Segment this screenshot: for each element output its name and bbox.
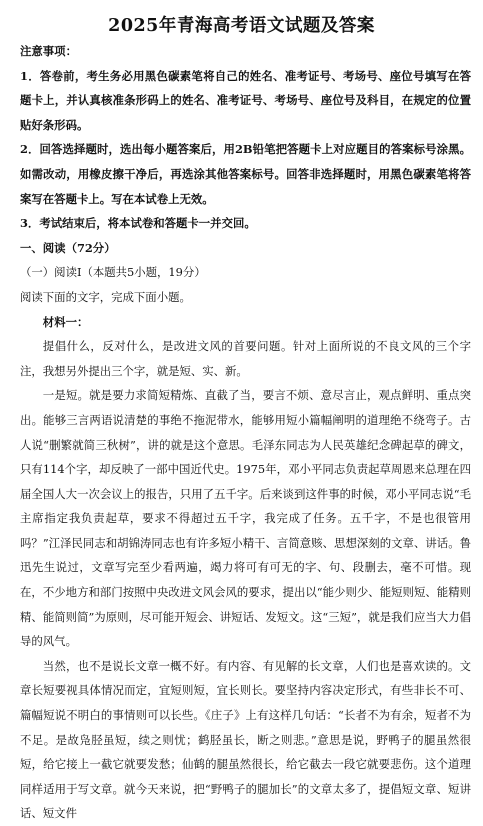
body-paragraph: 提倡什么，反对什么，是改进文风的首要问题。针对上面所说的不良文风的三个字注，我想另外提出三个字，就是短、实、新。: [20, 339, 471, 378]
notice-item-1: 1．答卷前，考生务必用黑色碳素笔将自己的姓名、准考证号、考场号、座位号填写在答题卡上，并认真核准条形码上的姓名、准考证号、考场号、座位号及科目，在规定的位置贴好条形码。: [20, 68, 471, 132]
section-heading: 一、阅读（72分）: [20, 240, 116, 255]
notice-heading: 注意事项：: [20, 44, 77, 58]
notice-item-2: 2．回答选择题时，选出每小题答案后，用2B铅笔把答题卡上对应题目的答案标号涂黑。如需改动，用橡皮擦干净后，再选涂其他答案标号。回答非选择题时，用黑色碳素笔将答案写在答题卡上。写在本试卷上无效。: [20, 142, 471, 206]
notice-item-3: 3．考试结束后，将本试卷和答题卡一并交回。: [20, 216, 256, 231]
reading-instruction: 阅读下面的文字，完成下面小题。: [20, 289, 191, 304]
material-label: 材料一：: [42, 314, 89, 329]
body-paragraph: 当然，也不是说长文章一概不好。有内容、有见解的长文章，人们也是喜欢读的。文章长短要视具体情况而定，宜短则短，宜长则长。要坚持内容决定形式，有些非长不可、篇幅短说不明白的事情则可以长些。《庄子》上有这样几句话：“长者不为有余，短者不为不足。是故凫胫虽短，续之则忧；鹤胫虽长，断之则悲。”意思是说，野鸭子的腿虽然很短，给它接上一截它就要发愁；仙鹤的腿虽然很长，给它截去一段它就要悲伤。这个道理同样适用于写文章。就今天来说，把“野鸭子的腿加长”的文章太多了，提倡短文章、短讲话、短文件: [20, 658, 471, 821]
body-paragraph: 一是短。就是要力求简短精炼、直截了当，要言不烦、意尽言止，观点鲜明、重点突出。能够三言两语说清楚的事绝不拖泥带水，能够用短小篇幅阐明的道理绝不绕弯子。古人说“删繁就简三秋树”，讲的就是这个意思。毛泽东同志为人民英雄纪念碑起草的碑文，只有114个字，却反映了一部中国近代史。1975年，邓小平同志负责起草周恩来总理在四届全国人大一次会议上的报告，只用了五千字。后来谈到这件事的时候，邓小平同志说“毛主席指定我负责起草，要求不得超过五千字，我完成了任务。五千字，不是也很管用吗？”江泽民同志和胡锦涛同志也有许多短小精干、言简意赅、思想深刻的文章、讲话。鲁迅先生说过，文章写完至少看两遍，竭力将可有可无的字、句、段删去，毫不可惜。现在，不少地方和部门按照中央改进文风会风的要求，提出以“能少则少、能短则短、能精则精、能简则简”为原则，尽可能开短会、讲短话、发短文。这“三短”，就是我们应当大力倡导的风气。: [20, 388, 471, 649]
subsection-heading: （一）阅读Ⅰ（本题共5小题，19分）: [20, 265, 206, 280]
document-title: 2025年青海高考语文试题及答案: [108, 16, 375, 36]
